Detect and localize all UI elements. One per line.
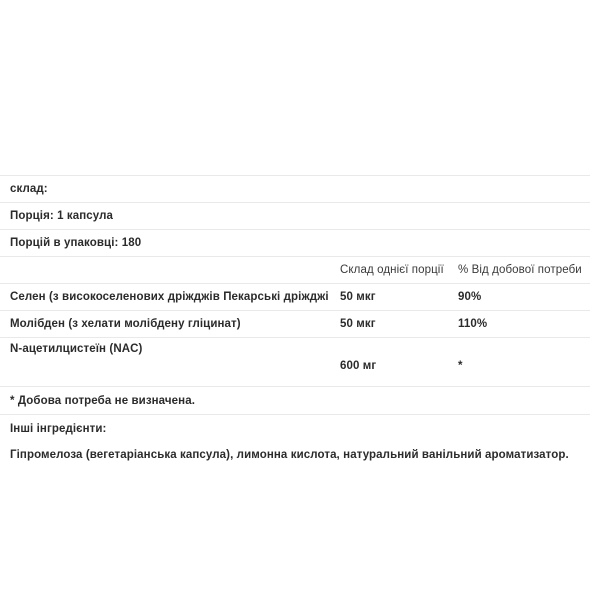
table-row [0, 338, 600, 386]
serving-size-label: Порція: 1 капсула [10, 210, 114, 222]
nutrient-name: Селен (з високоселенових дріжджів Пекарські дріжджі [10, 291, 329, 303]
panel-title: склад: [10, 183, 48, 195]
servings-per-container-label: Порцій в упаковці: 180 [10, 237, 142, 249]
nutrient-daily-value: 110% [458, 318, 488, 330]
other-ingredients-text: Гіпромелоза (вегетаріанська капсула), лимонна кислота, натуральний ванільний ароматизатор. [10, 449, 569, 461]
supplement-facts-panel [0, 175, 600, 467]
table-header-row [0, 257, 600, 283]
nutrient-amount: 600 мг [340, 360, 377, 372]
nutrient-daily-value: * [458, 360, 463, 372]
serving-size-row [0, 203, 600, 229]
column-header-amount-per-serving: Склад однієї порції [340, 264, 444, 276]
table-row [0, 311, 600, 337]
column-header-percent-daily-value: % Від добової потреби [458, 264, 582, 276]
other-ingredients-label: Інші інгредієнти: [10, 423, 107, 435]
servings-per-container-row [0, 230, 600, 256]
nutrient-name: Молібден (з хелати молібдену гліцинат) [10, 318, 241, 330]
nutrient-name: N-ацетилцистеїн (NAC) [10, 343, 143, 355]
nutrient-daily-value: 90% [458, 291, 482, 303]
nutrient-amount: 50 мкг [340, 291, 376, 303]
panel-title-row [0, 176, 600, 202]
nutrient-amount: 50 мкг [340, 318, 376, 330]
table-row [0, 284, 600, 310]
daily-value-footnote: * Добова потреба не визначена. [10, 394, 196, 407]
